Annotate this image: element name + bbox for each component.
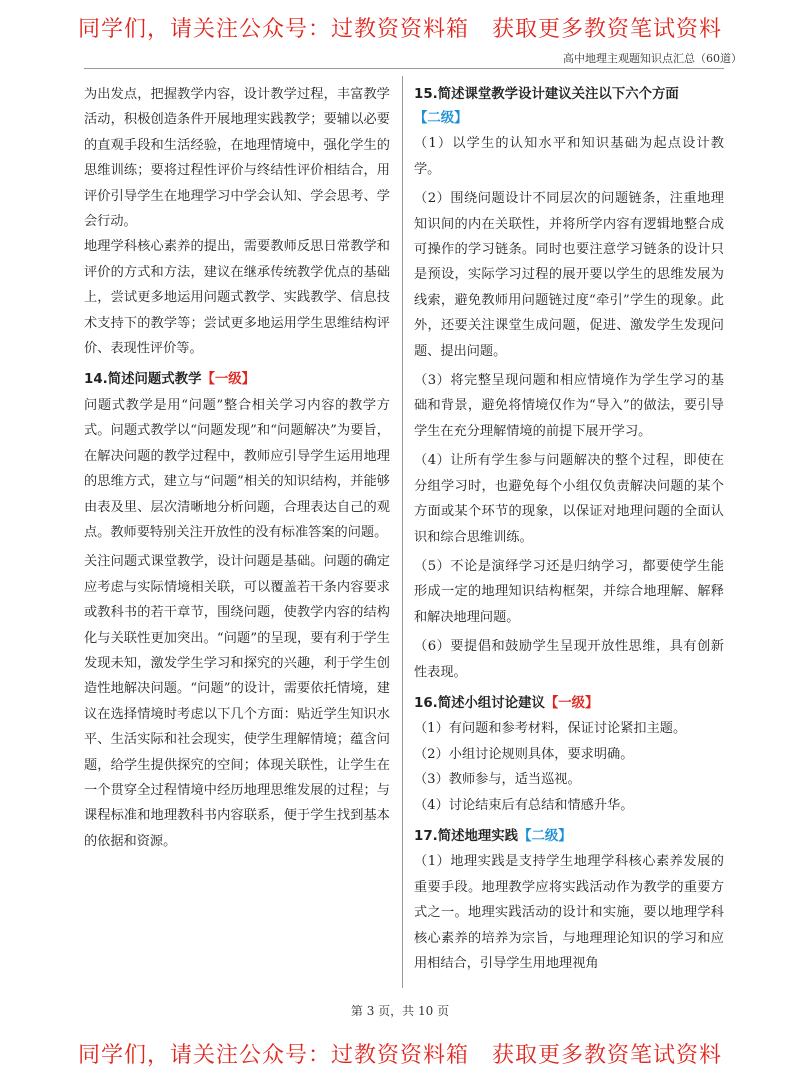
q16-item-3: （3）教师参与，适当巡视。 (414, 772, 581, 788)
q16-item-2: （2）小组讨论规则具体，要求明确。 (414, 746, 634, 762)
q15-level-badge: 【二级】 (414, 111, 468, 127)
q14-level-badge: 【一级】 (201, 372, 256, 388)
page-number: 第 3 页，共 10 页 (350, 1004, 450, 1018)
q15-item-5: （5）不论是演绎学习还是归纳学习，都要使学生能形成一定的地理知识结构框架，并综合地理解、解释和解决地理问题。 (414, 558, 724, 625)
left-column (84, 82, 390, 854)
q14-title: 14.简述问题式教学 (84, 372, 202, 388)
q15-item-3: （3）将完整呈现问题和相应情境作为学生学习的基础和背景，避免将情境仅作为“导入”的做法，要引导学生在充分理解情境的前提下展开学习。 (414, 373, 724, 439)
running-title: 高中地理主观题知识点汇总（60道） (563, 52, 742, 65)
q16-title: 16.简述小组讨论建议 (414, 695, 545, 711)
q16-item-1: （1）有问题和参考材料，保证讨论紧扣主题。 (414, 721, 687, 737)
q16-level-badge: 【一级】 (544, 695, 599, 711)
column-divider (402, 76, 403, 988)
q14-heading (84, 367, 390, 392)
bottom-promo-banner: 同学们，请关注公众号：过教资资料箱 获取更多教资笔试资料 (77, 1043, 722, 1068)
q15-title: 15.简述课堂教学设计建议关注以下六个方面 (414, 87, 679, 102)
q17-title: 17.简述地理实践 (414, 828, 519, 844)
q15-item-1: （1）以学生的认知水平和知识基础为起点设计教学。 (414, 136, 724, 177)
q15-item-2: （2）围绕问题设计不同层次的问题链条，注重地理知识间的内在关联性，并将所学内容有逻辑地整合成可操作的学习链条。同时也要注意学习链条的设计只是预设，实际学习过程的展开要以学生的思维发展为线索，避免教师用问题链过度“牵引”学生的现象。此外，还要关注课堂生成问题，促进、激发学生发现问题、提出问题。 (414, 191, 724, 359)
right-column (414, 82, 724, 976)
q17-item-1: （1）地理实践是支持学生地理学科核心素养发展的重要手段。地理教学应将实践活动作为教学的重要方式之一。地理实践活动的设计和实施，要以地理学科核心素养的培养为宗旨，与地理理论知识的学习和应用相结合，引导学生用地理视角 (414, 854, 724, 971)
q16-heading (414, 691, 724, 716)
q17-heading (414, 824, 724, 849)
q15-heading (414, 82, 724, 107)
q14-paragraph-2: 关注问题式课堂教学，设计问题是基础。问题的确定应考虑与实际情境相关联，可以覆盖若干条内容要求或教科书的若干章节，围绕问题，使教学内容的结构化与关联性更加突出。“问题”的呈现，要有利于学生发现未知，激发学生学习和探究的兴趣，利于学生创造性地解决问题。“问题”的设计，需要依托情境，建议在选择情境时考虑以下几个方面：贴近学生知识水平、生活实际和社会现实，使学生理解情境；蕴含问题，给学生提供探究的空间；体现关联性，让学生在一个贯穿全过程情境中经历地理思维发展的过程；与课程标准和地理教科书内容联系，便于学生找到基本的依据和资源。 (84, 554, 390, 849)
q15-item-6: （6）要提倡和鼓励学生呈现开放性思维，具有创新性表现。 (414, 639, 724, 680)
intro-paragraph-1: 为出发点，把握教学内容，设计教学过程，丰富教学活动，积极创造条件开展地理实践教学；要辅以必要的直观手段和生活经验，在地理情境中，强化学生的思维训练；要将过程性评价与终结性评价相结合，用评价引导学生在地理学习中学会认知、学会思考、学会行动。 (84, 87, 390, 230)
q15-item-4: （4）让所有学生参与问题解决的整个过程，即使在分组学习时，也避免每个小组仅负责解决问题的某个方面或某个环节的现象，以保证对地理问题的全面认识和综合思维训练。 (414, 453, 724, 545)
q17-level-badge: 【二级】 (518, 828, 572, 844)
header-rule (84, 68, 724, 69)
top-promo-banner: 同学们，请关注公众号：过教资资料箱 获取更多教资笔试资料 (77, 17, 722, 42)
q14-paragraph-1: 问题式教学是用“问题”整合相关学习内容的教学方式。问题式教学以“问题发现”和“问题解决”为要旨，在解决问题的教学过程中，教师应引导学生运用地理的思维方式，建立与“问题”相关的知识结构，并能够由表及里、层次清晰地分析问题，合理表达自己的观点。教师要特别关注开放性的没有标准答案的问题。 (84, 397, 390, 540)
q16-item-4: （4）讨论结束后有总结和情感升华。 (414, 797, 634, 813)
intro-paragraph-2: 地理学科核心素养的提出，需要教师反思日常教学和评价的方式和方法，建议在继承传统教学优点的基础上，尝试更多地运用问题式教学、实践教学、信息技术支持下的教学等；尝试更多地运用学生思维结构评价、表现性评价等。 (84, 239, 390, 357)
